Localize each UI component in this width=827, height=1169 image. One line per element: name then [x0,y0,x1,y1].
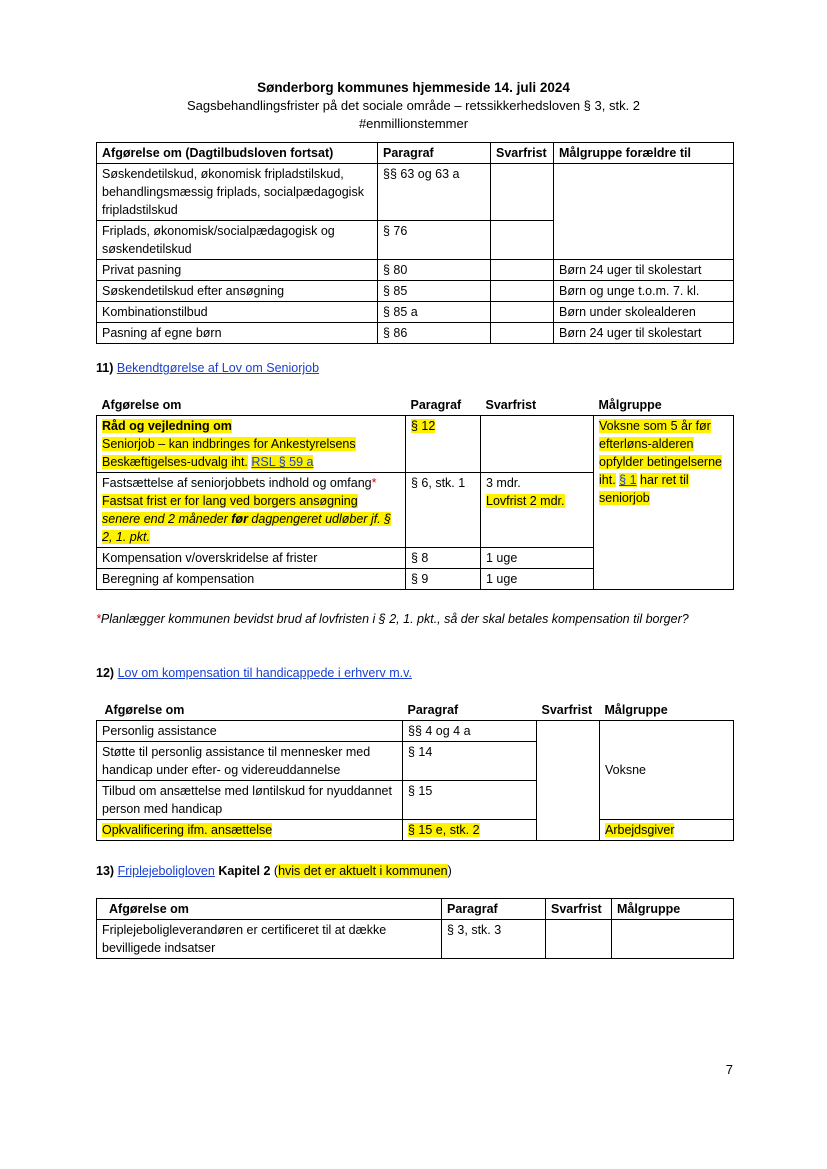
highlight-text: Fastsat frist er for lang ved borgers ansøgning [102,494,358,508]
table-row [97,302,734,323]
table-cell [481,473,594,548]
table-row [97,920,734,959]
seniorjob-table [96,395,734,590]
table-row [97,281,734,302]
column-header: Afgørelse om [97,899,442,920]
section-13-heading [96,864,452,878]
table-header-row [97,899,734,920]
row-title: Råd og vejledning om [102,419,232,433]
table-cell [491,323,554,344]
seniorjob-law-link[interactable]: Bekendtgørelse af Lov om Seniorjob [116,361,320,375]
column-header: Svarfrist [491,143,554,164]
table-cell [97,416,406,473]
column-header: Målgruppe [598,398,662,412]
section-note: hvis det er aktuelt i kommunen [278,864,448,878]
friplejebolig-law-link[interactable]: Friplejeboligloven [117,864,215,878]
table-cell: § 76 [378,221,491,260]
table-cell [491,221,554,260]
table-cell: 1 uge [481,569,594,590]
table-cell: Kombinationstilbud [97,302,378,323]
section-11-heading [96,361,319,375]
table-cell [481,416,594,473]
table-cell: § 6, stk. 1 [406,473,481,548]
table-cell: Friplejeboligleverandøren er certificeret til at dække bevilligede indsatser [97,920,442,959]
paren-close: ) [447,864,452,878]
paragraf-value: § 12 [411,419,436,433]
column-header: Målgruppe forældre til [554,143,734,164]
lovfrist-value: Lovfrist 2 mdr. [486,494,565,508]
table-cell: §§ 4 og 4 a [403,721,537,742]
table-cell [491,260,554,281]
table-cell: Privat pasning [97,260,378,281]
table-cell [491,302,554,323]
table-cell [554,164,734,260]
column-header: Paragraf [407,703,459,717]
table-row [97,820,734,841]
hl-bold: før [231,512,248,526]
page-title: Sønderborg kommunes hjemmeside 14. juli 2024 [257,80,570,95]
column-header: Svarfrist [541,703,593,717]
table-header-row [97,395,734,416]
column-header: Afgørelse om (Dagtilbudsloven fortsat) [97,143,378,164]
table-cell: § 3, stk. 3 [442,920,546,959]
column-header: Målgruppe [604,703,668,717]
table-cell [97,820,403,841]
table-cell [403,820,537,841]
table-cell: § 9 [406,569,481,590]
footnote-text: Planlægger kommunen bevidst brud af lovfristen i § 2, 1. pkt., så der skal betales kompensation til borger? [100,612,689,626]
table-cell: Børn 24 uger til skolestart [554,260,734,281]
table-cell: Kompensation v/overskridelse af frister [97,548,406,569]
table-cell: Tilbud om ansættelse med løntilskud for nyuddannet person med handicap [97,781,403,820]
table-cell [612,920,734,959]
table-cell: § 86 [378,323,491,344]
column-header: Afgørelse om [104,703,185,717]
table-cell: Søskendetilskud efter ansøgning [97,281,378,302]
table-cell: § 85 [378,281,491,302]
table-cell: § 8 [406,548,481,569]
highlight-text: § 15 e, stk. 2 [408,823,480,837]
table-cell: Personlig assistance [97,721,403,742]
section-1-link[interactable]: § 1 [619,473,637,487]
target-group-text-end: har ret til seniorjob [599,473,689,505]
table-header-row [97,143,734,164]
table-cell: Børn under skolealderen [554,302,734,323]
table-cell [491,164,554,221]
hl-part: dagpengeret udløber jf. § 2, 1. pkt. [102,512,392,544]
table-row [97,260,734,281]
column-header: Paragraf [442,899,546,920]
table-cell: § 14 [403,742,537,781]
table-cell: 1 uge [481,548,594,569]
friplejebolig-table [96,898,734,959]
table-cell [406,416,481,473]
hl-part: senere end 2 måneder [102,512,232,526]
page-number: 7 [725,1062,733,1077]
table-cell: § 80 [378,260,491,281]
table-cell: §§ 63 og 63 a [378,164,491,221]
dagtilbud-table [96,142,734,344]
table-cell [537,721,600,841]
footnote-star: * [371,476,377,490]
footnote [96,612,689,626]
table-cell: Støtte til personlig assistance til mennesker med handicap under efter- og videreuddannelse [97,742,403,781]
footnote-star: * [96,612,101,626]
table-row [97,323,734,344]
table-cell: § 85 a [378,302,491,323]
highlight-text: Arbejdsgiver [605,823,675,837]
column-header: Paragraf [410,398,462,412]
table-cell [594,416,734,590]
section-number: 13) [96,864,115,878]
hashtag: #enmillionstemmer [358,116,469,131]
row-text: Seniorjob – kan indbringes for Ankestyrelsens Beskæftigelses-udvalg iht. [102,437,356,469]
table-cell: Børn og unge t.o.m. 7. kl. [554,281,734,302]
section-number: 11) [96,361,114,375]
highlight-italic-text [102,512,391,544]
column-header: Svarfrist [546,899,612,920]
table-cell [491,281,554,302]
table-cell: § 15 [403,781,537,820]
table-cell: Voksne [600,721,734,820]
column-header: Målgruppe [612,899,734,920]
row-text: Fastsættelse af seniorjobbets indhold og omfang [102,476,372,490]
section-12-heading [96,666,412,680]
column-header: Svarfrist [485,398,537,412]
column-header: Paragraf [378,143,491,164]
target-group-text: Voksne som 5 år før efterløns-alderen opfylder betingelserne iht. [599,419,722,487]
table-cell: Søskendetilskud, økonomisk fripladstilskud, behandlingsmæssig friplads, socialpædagogisk fripladstilskud [97,164,378,221]
section-number: 12) [96,666,115,680]
table-cell [97,473,406,548]
table-row [97,721,734,742]
handicap-law-link[interactable]: Lov om kompensation til handicappede i erhverv m.v. [117,666,412,680]
table-header-row [97,700,734,721]
table-row [97,416,734,473]
page-subtitle: Sagsbehandlingsfrister på det sociale område – retssikkerhedsloven § 3, stk. 2 [186,98,641,113]
table-cell [600,820,734,841]
table-cell: Pasning af egne børn [97,323,378,344]
column-header: Afgørelse om [101,398,182,412]
handicap-table [96,700,734,841]
table-cell: Børn 24 uger til skolestart [554,323,734,344]
table-cell: Beregning af kompensation [97,569,406,590]
rsl-link[interactable]: RSL § 59 a [251,455,314,469]
table-cell [546,920,612,959]
highlight-text: Opkvalificering ifm. ansættelse [102,823,273,837]
table-row [97,164,734,221]
table-cell: Friplads, økonomisk/socialpædagogisk og søskendetilskud [97,221,378,260]
svarfrist-value: 3 mdr. [486,476,521,490]
paren-open: ( [270,864,279,878]
chapter-label: Kapitel 2 [218,864,271,878]
